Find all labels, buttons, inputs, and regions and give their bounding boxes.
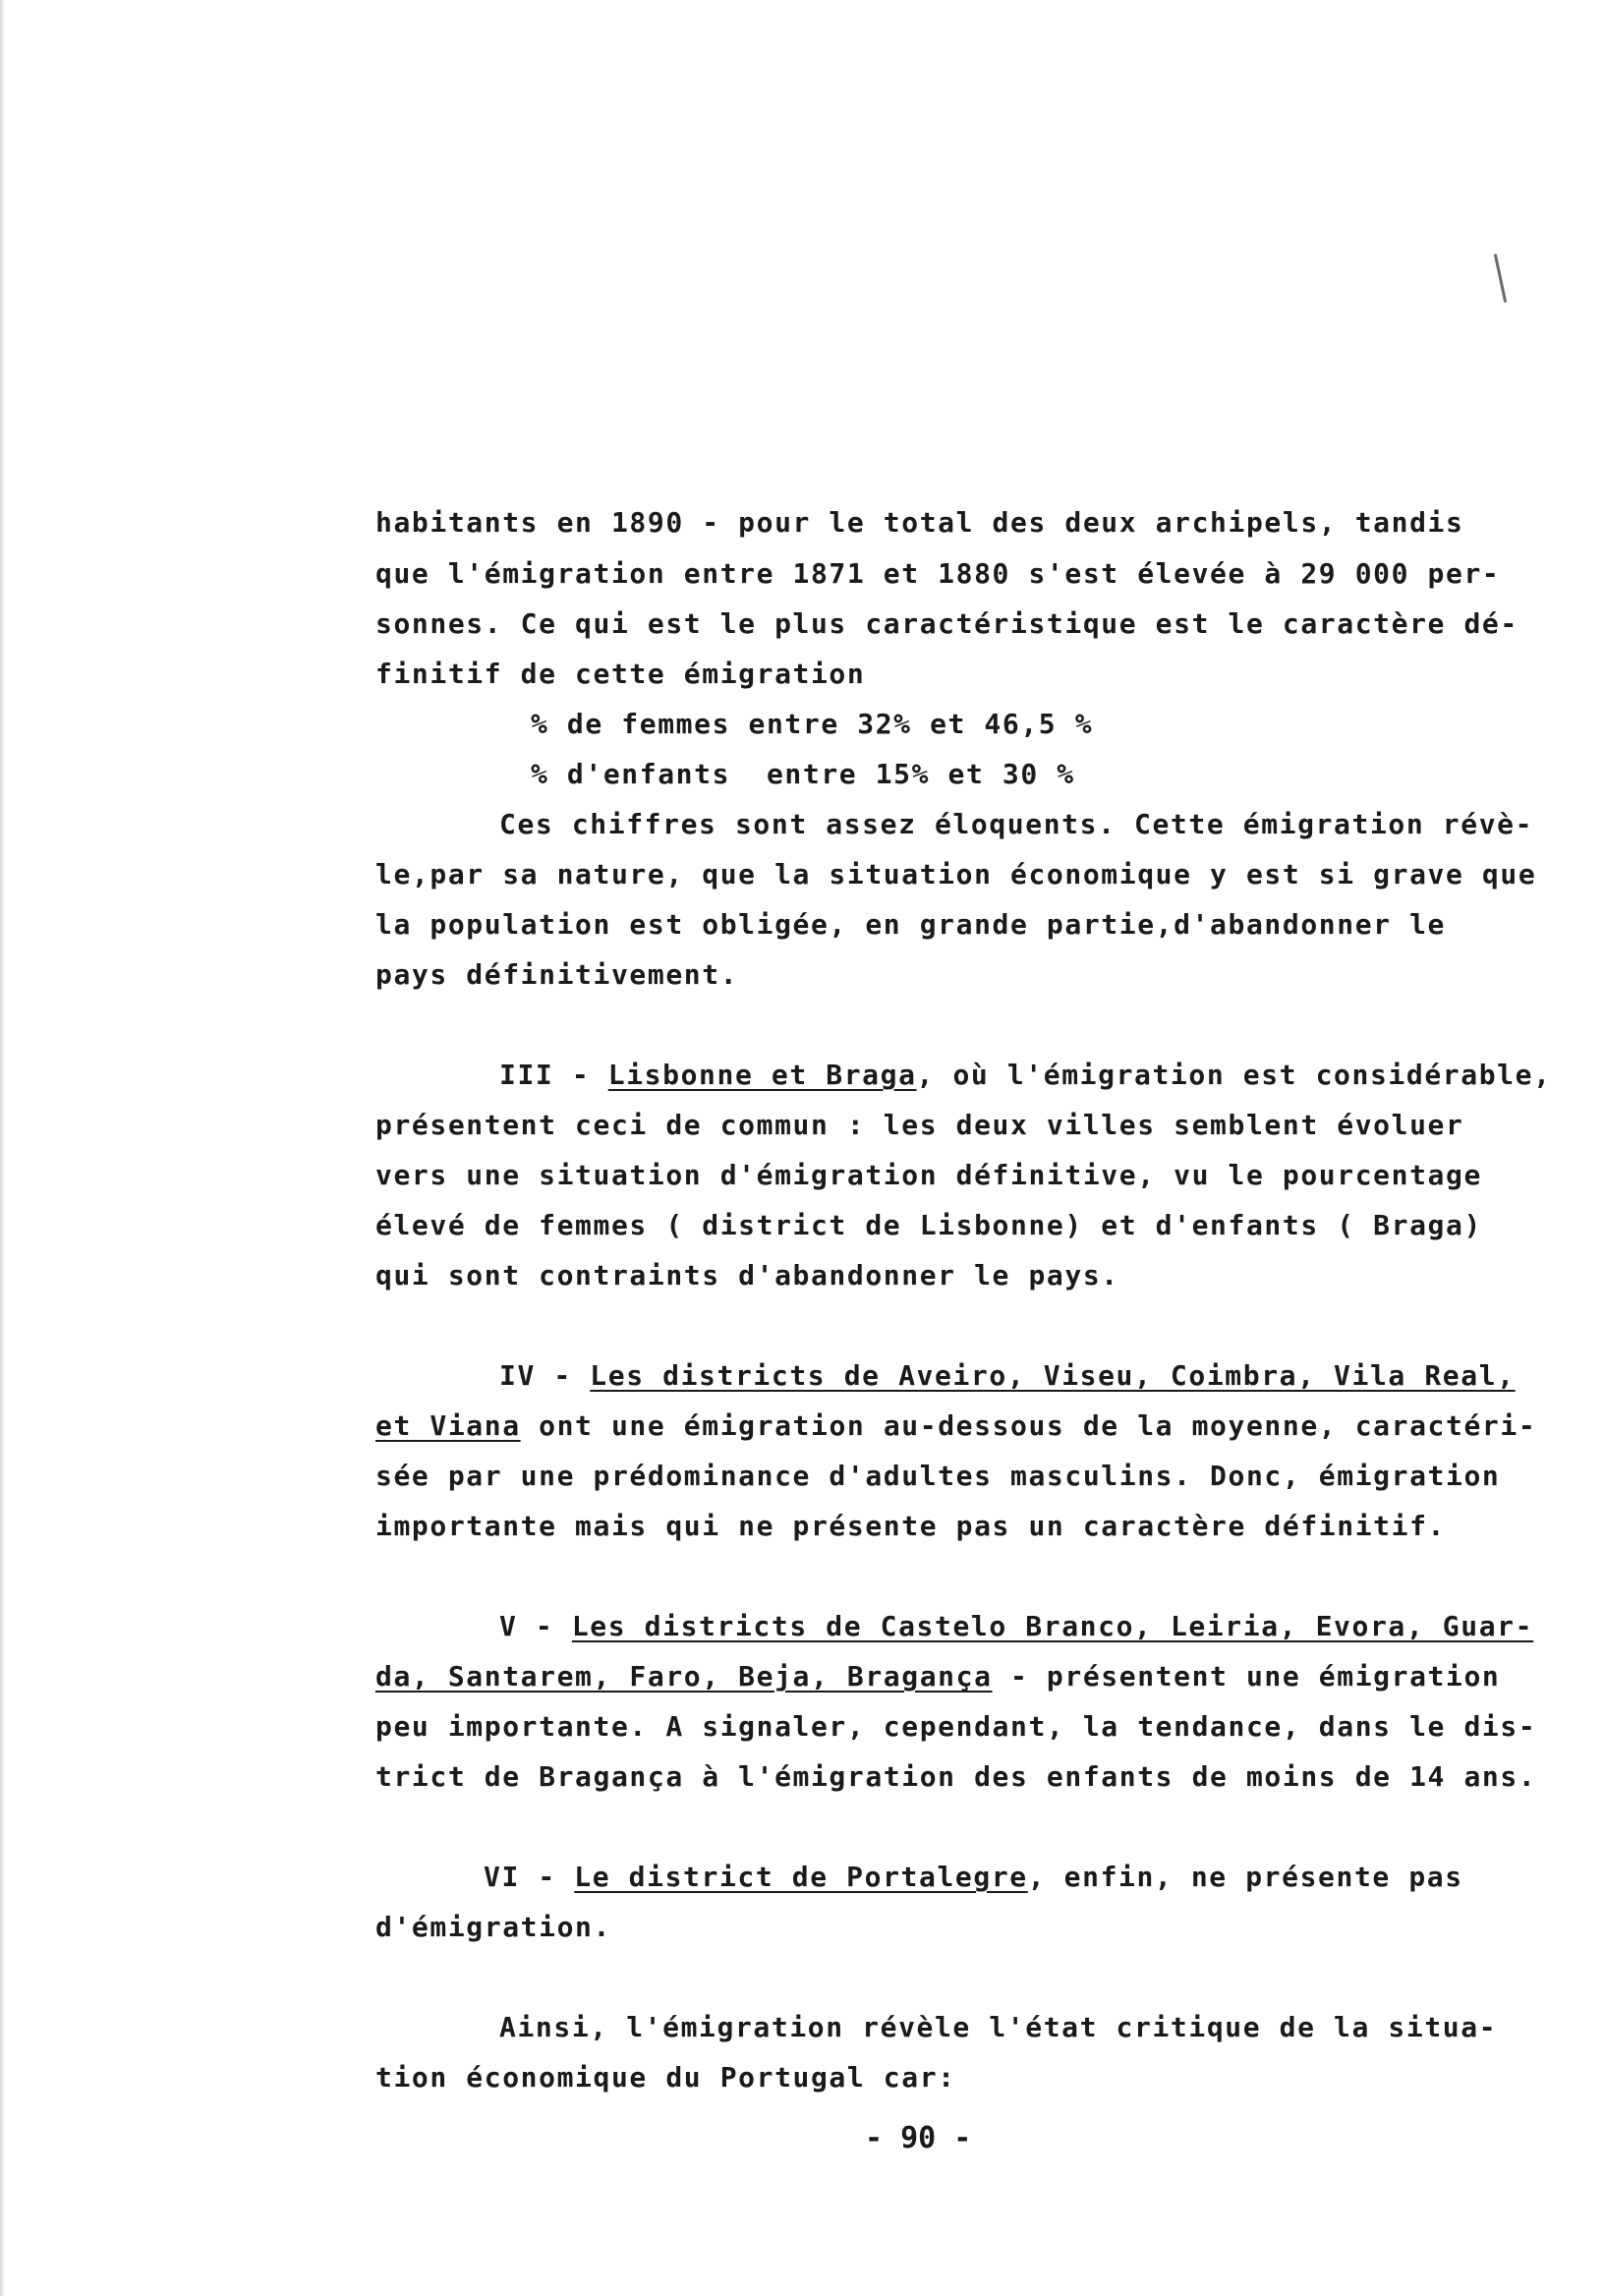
text-line: sonnes. Ce qui est le plus caractéristique est le caractère dé- <box>375 607 1518 640</box>
text-line <box>375 1660 1501 1693</box>
text-line: d'émigration. <box>375 1911 611 1943</box>
text-line: Ces chiffres sont assez éloquents. Cette émigration révè- <box>499 808 1534 840</box>
text-line: pays définitivement. <box>375 958 739 991</box>
text-line: le,par sa nature, que la situation économique y est si grave que <box>375 858 1537 890</box>
text-line: la population est obligée, en grande partie,d'abandonner le <box>375 908 1446 941</box>
text-line: % de femmes entre 32% et 46,5 % <box>531 708 1094 740</box>
text-line: vers une situation d'émigration définitive, vu le pourcentage <box>375 1159 1482 1191</box>
section-numeral: VI - <box>484 1861 575 1893</box>
scan-left-edge <box>0 0 5 2296</box>
section-numeral: IV - <box>499 1359 591 1392</box>
text-line: trict de Bragança à l'émigration des enfants de moins de 14 ans. <box>375 1760 1537 1793</box>
section-subject: Lisbonne et Braga <box>607 1059 917 1091</box>
text-line: que l'émigration entre 1871 et 1880 s'est élevée à 29 000 per- <box>375 557 1501 590</box>
section-heading-line <box>499 1059 1552 1091</box>
section-text: - présentent une émigration <box>992 1660 1501 1693</box>
section-heading-line <box>484 1861 1463 1893</box>
text-line: présentent ceci de commun : les deux villes semblent évoluer <box>375 1109 1464 1141</box>
text-line: % d'enfants entre 15% et 30 % <box>531 758 1075 790</box>
section-subject: et Viana <box>375 1409 521 1442</box>
text-line: qui sont contraints d'abandonner le pays. <box>375 1259 1119 1292</box>
section-heading-line <box>499 1610 1534 1642</box>
section-text: , enfin, ne présente pas <box>1027 1861 1463 1893</box>
section-subject: Le district de Portalegre <box>574 1861 1028 1893</box>
text-line: tion économique du Portugal car: <box>375 2061 956 2094</box>
text-line <box>375 1409 1537 1442</box>
text-line: importante mais qui ne présente pas un caractère définitif. <box>375 1510 1446 1542</box>
text-line: finitif de cette émigration <box>375 658 866 690</box>
section-subject: da, Santarem, Faro, Beja, Bragança <box>375 1660 993 1693</box>
text-line: sée par une prédominance d'adultes masculins. Donc, émigration <box>375 1460 1501 1492</box>
section-numeral: III - <box>499 1059 608 1091</box>
text-line: élevé de femmes ( district de Lisbonne) et d'enfants ( Braga) <box>375 1209 1482 1241</box>
section-numeral: V - <box>499 1610 572 1642</box>
scan-mark <box>1494 254 1507 303</box>
section-subject: Les districts de Castelo Branco, Leiria, Evora, Guar- <box>571 1610 1534 1642</box>
page-number: - 90 - <box>865 2121 972 2155</box>
section-heading-line <box>499 1359 1516 1392</box>
text-line: peu importante. A signaler, cependant, la tendance, dans le dis- <box>375 1710 1537 1743</box>
text-line: habitants en 1890 - pour le total des deux archipels, tandis <box>375 506 1464 539</box>
section-text: ont une émigration au-dessous de la moyenne, caractéri- <box>520 1409 1537 1442</box>
text-line: Ainsi, l'émigration révèle l'état critique de la situa- <box>499 2011 1498 2043</box>
section-subject: Les districts de Aveiro, Viseu, Coimbra, Vila Real, <box>590 1359 1516 1392</box>
section-text: , où l'émigration est considérable, <box>916 1059 1552 1091</box>
